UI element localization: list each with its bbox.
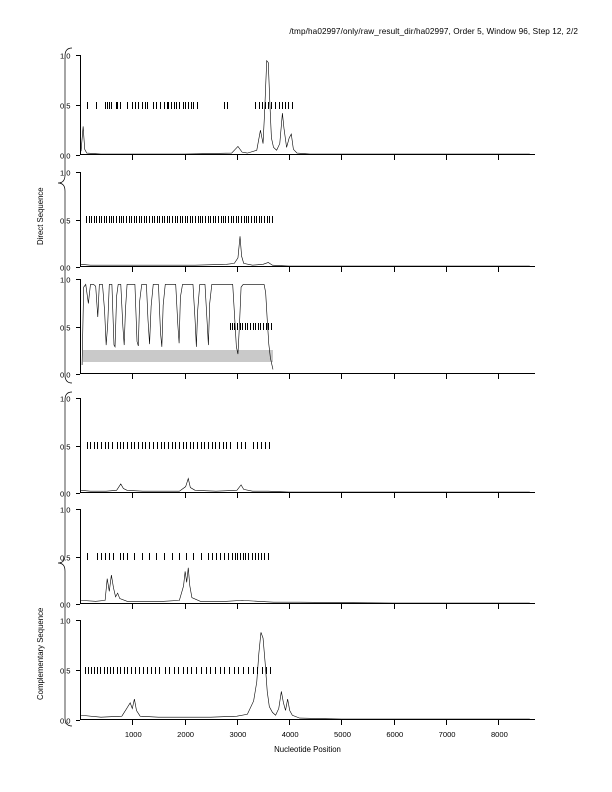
panel-4-xtick-4000 xyxy=(289,493,290,498)
panel-1-xtick-4000 xyxy=(289,155,290,160)
panel-5-xtick-7000 xyxy=(446,604,447,609)
x-axis-title: Nucleotide Position xyxy=(274,745,341,754)
panel-6-xlabel-3000: 3000 xyxy=(229,729,247,739)
panel-6-xtick-2000 xyxy=(177,720,195,739)
panel-3-xtick-6000 xyxy=(394,374,395,379)
panel-1-xtick-8000 xyxy=(498,155,499,160)
panel-1-xtick-3000 xyxy=(237,155,238,160)
panel-2-ylabel-0.0: 0.0 xyxy=(59,263,71,273)
panel-1-xtick-1000 xyxy=(132,155,133,160)
panel-1-xtick-2000 xyxy=(185,155,186,160)
panel-5-trace xyxy=(80,509,535,604)
panel-4-xtick-7000 xyxy=(446,493,447,498)
panel-6-xlabel-8000: 8000 xyxy=(490,729,508,739)
panel-5-xtick-5000 xyxy=(341,604,342,609)
panel-1-xtick-6000 xyxy=(394,155,395,160)
panel-6-xtick-7000 xyxy=(438,720,456,739)
panel-6-trace xyxy=(80,620,535,720)
panel-2-ylabel-1.0: 1.0 xyxy=(59,168,71,178)
panel-2-xtick-1000 xyxy=(132,267,133,272)
panel-5-ylabel-1.0: 1.0 xyxy=(59,505,71,515)
panel-5-ylabel-0.0: 0.0 xyxy=(59,600,71,610)
panel-4-ylabel-1.0: 1.0 xyxy=(59,394,71,404)
panel-4-trace xyxy=(80,398,535,493)
panel-6-xtick-5000 xyxy=(334,720,351,739)
panel-6-xlabel-6000: 6000 xyxy=(386,729,404,739)
panel-6-xtick-6000 xyxy=(386,720,404,739)
panel-5-xtick-8000 xyxy=(498,604,499,609)
panel-6-ylabel-0.0: 0.0 xyxy=(59,716,71,726)
panel-5-ylabel-0.5: 0.5 xyxy=(59,553,71,562)
panel-4-xtick-1000 xyxy=(132,493,133,498)
panel-5-ytick-0.0 xyxy=(59,600,81,610)
panel-3-xtick-4000 xyxy=(289,374,290,379)
panel-2-xtick-3000 xyxy=(237,267,238,272)
panel-2-ytick-0.0 xyxy=(59,263,81,273)
panel-3-xtick-7000 xyxy=(446,374,447,379)
panel-4-xtick-2000 xyxy=(185,493,186,498)
panel-3-xtick-2000 xyxy=(185,374,186,379)
panel-6-ytick-0.0 xyxy=(59,716,81,726)
panel-1-ylabel-0.5: 0.5 xyxy=(59,101,71,111)
panel-3-ylabel-1.0: 1.0 xyxy=(59,275,71,285)
panel-3-ytick-0.0 xyxy=(59,370,81,380)
panel-5-xtick-2000 xyxy=(185,604,186,609)
panel-1-xtick-5000 xyxy=(341,155,342,160)
panel-2-xtick-5000 xyxy=(341,267,342,272)
panel-1 xyxy=(59,51,535,161)
panel-6-ylabel-0.5: 0.5 xyxy=(59,666,71,676)
panel-4-xtick-6000 xyxy=(394,493,395,498)
panel-6-xtick-8000 xyxy=(490,720,508,739)
panel-4-ylabel-0.5: 0.5 xyxy=(59,442,71,451)
panel-2-xtick-2000 xyxy=(185,267,186,272)
panel-5 xyxy=(59,505,535,610)
panel-1-trace xyxy=(80,55,535,155)
panel-5-xtick-1000 xyxy=(132,604,133,609)
panel-4-xtick-3000 xyxy=(237,493,238,498)
panel-3-xtick-5000 xyxy=(341,374,342,379)
panel-6-xlabel-1000: 1000 xyxy=(124,729,142,739)
y-axis-title-complementary: Complementary Sequence xyxy=(36,607,45,700)
panel-6-xlabel-5000: 5000 xyxy=(334,729,351,739)
panel-2-ylabel-0.5: 0.5 xyxy=(59,216,71,225)
panel-4-xtick-5000 xyxy=(341,493,342,498)
panel-5-xtick-3000 xyxy=(237,604,238,609)
panel-3-xtick-8000 xyxy=(498,374,499,379)
panel-3-ylabel-0.5: 0.5 xyxy=(59,323,71,332)
panel-3 xyxy=(59,275,535,380)
panel-6-xtick-1000 xyxy=(124,720,142,739)
panel-4 xyxy=(59,394,535,499)
panel-5-xtick-6000 xyxy=(394,604,395,609)
figure-title: /tmp/ha02997/only/raw_result_dir/ha02997, Order 5, Window 96, Step 12, 2/2 xyxy=(289,27,578,36)
panel-2-xtick-4000 xyxy=(289,267,290,272)
panel-1-xtick-7000 xyxy=(446,155,447,160)
panel-2 xyxy=(59,168,535,273)
panel-6-xlabel-4000: 4000 xyxy=(281,729,299,739)
panel-3-xtick-3000 xyxy=(237,374,238,379)
panel-6-ylabel-1.0: 1.0 xyxy=(59,616,71,626)
panel-6-xlabel-7000: 7000 xyxy=(438,729,456,739)
panel-6-xtick-4000 xyxy=(281,720,299,739)
panel-2-xtick-8000 xyxy=(498,267,499,272)
panel-2-trace xyxy=(80,172,535,267)
panel-4-ytick-0.0 xyxy=(59,489,81,499)
panel-3-trace xyxy=(80,279,535,374)
panel-6-xlabel-2000: 2000 xyxy=(177,729,195,739)
y-axis-title-direct: Direct Sequence xyxy=(36,187,45,245)
panel-2-xtick-7000 xyxy=(446,267,447,272)
panel-1-ytick-0.0 xyxy=(59,151,81,161)
panel-3-xtick-1000 xyxy=(132,374,133,379)
panel-5-xtick-4000 xyxy=(289,604,290,609)
panel-6-xtick-3000 xyxy=(229,720,247,739)
panel-3-ylabel-0.0: 0.0 xyxy=(59,370,71,380)
panel-1-ylabel-1.0: 1.0 xyxy=(59,51,71,61)
panel-4-ylabel-0.0: 0.0 xyxy=(59,489,71,499)
panel-4-xtick-8000 xyxy=(498,493,499,498)
panel-1-ylabel-0.0: 0.0 xyxy=(59,151,71,161)
panel-6 xyxy=(59,616,535,739)
panel-2-xtick-6000 xyxy=(394,267,395,272)
